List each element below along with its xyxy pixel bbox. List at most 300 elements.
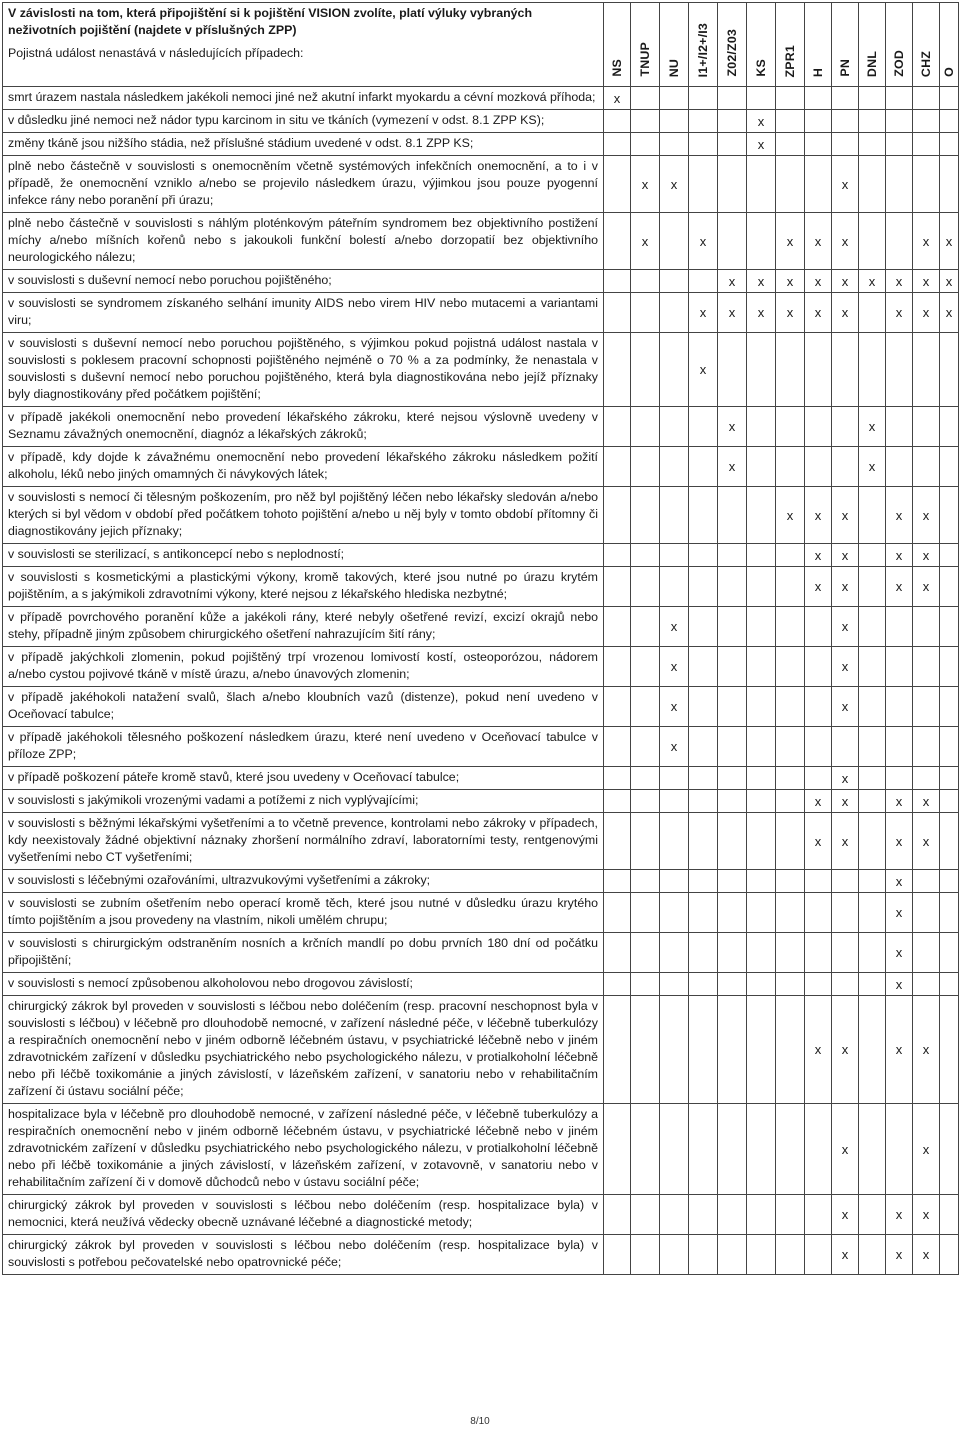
mark-cell: x [805, 544, 832, 567]
mark-cell [747, 87, 776, 110]
table-row [3, 870, 959, 893]
mark-cell [689, 893, 718, 933]
mark-cell [940, 110, 959, 133]
mark-cell [747, 567, 776, 607]
mark-cell [631, 1195, 660, 1235]
mark-cell [776, 790, 805, 813]
mark-cell [718, 893, 747, 933]
mark-cell [604, 567, 631, 607]
mark-cell: x [832, 1195, 859, 1235]
exclusion-text: v případě jakýchkoli zlomenin, pokud pojištěný trpí vrozenou lomivostí kostí, osteoporózou, nádorem a/nebo cystou pojivové tkáně v místě úrazu, a/nebo únavových zlomenin; [3, 647, 604, 687]
mark-cell [776, 87, 805, 110]
mark-cell: x [805, 270, 832, 293]
mark-cell [604, 607, 631, 647]
exclusion-text: v případě jakékoli onemocnění nebo provedení lékařského zákroku, které nejsou výslovně uvedeny v Seznamu závažných onemocnění, diagnóz a lékařských zákroků; [3, 407, 604, 447]
mark-cell [718, 487, 747, 544]
mark-cell [747, 607, 776, 647]
mark-cell [604, 973, 631, 996]
mark-cell [776, 1195, 805, 1235]
mark-cell [660, 110, 689, 133]
mark-cell [631, 487, 660, 544]
mark-cell: x [832, 270, 859, 293]
mark-cell [660, 567, 689, 607]
column-header [776, 3, 805, 87]
mark-cell: x [913, 1235, 940, 1275]
mark-cell: x [886, 567, 913, 607]
mark-cell [913, 447, 940, 487]
exclusion-text: hospitalizace byla v léčebně pro dlouhodobě nemocné, v zařízení následné péče, v léčebně tuberkulózy a respiračních onemocnění nebo v jiném odborně léčebném ústavu, v psychiatrické léčebně nebo v jiném zdravotnickém zařízení v důsledku psychiatrického nebo psychologického nálezu, v protialkoholní léčebně nebo při léčbě toxikománie a jiných závislostí, v lázeňském zařízení, v zotavovně, v sanatoriu nebo v rehabilitačním zařízení či v domově důchodců nebo v ústavu sociální péče; [3, 1104, 604, 1195]
mark-cell [859, 996, 886, 1104]
mark-cell: x [913, 270, 940, 293]
table-body [3, 87, 959, 1275]
mark-cell [660, 1195, 689, 1235]
column-header [718, 3, 747, 87]
mark-cell: x [660, 727, 689, 767]
column-header [689, 3, 718, 87]
mark-cell: x [913, 487, 940, 544]
mark-cell [604, 813, 631, 870]
mark-cell [776, 544, 805, 567]
mark-cell [718, 1235, 747, 1275]
column-header [859, 3, 886, 87]
mark-cell [832, 87, 859, 110]
mark-cell [747, 813, 776, 870]
mark-cell [776, 933, 805, 973]
mark-cell [689, 156, 718, 213]
mark-cell [604, 133, 631, 156]
mark-cell: x [886, 293, 913, 333]
mark-cell [660, 133, 689, 156]
mark-cell [832, 933, 859, 973]
mark-cell [631, 567, 660, 607]
mark-cell [718, 647, 747, 687]
mark-cell [718, 767, 747, 790]
table-row [3, 813, 959, 870]
mark-cell [940, 1104, 959, 1195]
table-row [3, 933, 959, 973]
mark-cell [718, 1104, 747, 1195]
mark-cell: x [689, 333, 718, 407]
mark-cell: x [718, 447, 747, 487]
mark-cell [859, 687, 886, 727]
mark-cell [604, 1195, 631, 1235]
exclusion-text: v souvislosti se syndromem získaného selhání imunity AIDS nebo virem HIV nebo mutacemi a variantami viru; [3, 293, 604, 333]
mark-cell [886, 110, 913, 133]
mark-cell [940, 87, 959, 110]
mark-cell [718, 544, 747, 567]
mark-cell [631, 933, 660, 973]
mark-cell [940, 870, 959, 893]
mark-cell: x [859, 447, 886, 487]
mark-cell [631, 973, 660, 996]
mark-cell: x [832, 1104, 859, 1195]
mark-cell [805, 687, 832, 727]
table-row [3, 544, 959, 567]
mark-cell: x [776, 270, 805, 293]
mark-cell [604, 333, 631, 407]
exclusion-text: v případě jakéhokoli tělesného poškození následkem úrazu, které není uvedeno v Oceňovací tabulce v příloze ZPP; [3, 727, 604, 767]
table-row [3, 213, 959, 270]
mark-cell [747, 647, 776, 687]
mark-cell [913, 893, 940, 933]
mark-cell [776, 1104, 805, 1195]
mark-cell [631, 767, 660, 790]
mark-cell [832, 447, 859, 487]
mark-cell [805, 973, 832, 996]
mark-cell: x [913, 567, 940, 607]
mark-cell [832, 973, 859, 996]
mark-cell [859, 870, 886, 893]
mark-cell [832, 870, 859, 893]
mark-cell [805, 933, 832, 973]
mark-cell [718, 156, 747, 213]
mark-cell [660, 973, 689, 996]
mark-cell [859, 727, 886, 767]
mark-cell [631, 407, 660, 447]
column-header-label: ZPR1 [783, 44, 797, 77]
mark-cell [718, 813, 747, 870]
mark-cell [689, 1235, 718, 1275]
mark-cell [718, 110, 747, 133]
mark-cell: x [776, 487, 805, 544]
mark-cell [859, 156, 886, 213]
mark-cell [940, 607, 959, 647]
exclusion-text: chirurgický zákrok byl proveden v souvislosti s léčbou nebo doléčením (resp. hospitalizace byla) v nemocnici, která neužívá vědecky obecně uznávané léčebné a diagnostické metody; [3, 1195, 604, 1235]
mark-cell [689, 933, 718, 973]
mark-cell [660, 447, 689, 487]
mark-cell [940, 933, 959, 973]
mark-cell: x [689, 293, 718, 333]
mark-cell [913, 110, 940, 133]
mark-cell: x [747, 293, 776, 333]
mark-cell [604, 270, 631, 293]
mark-cell: x [747, 133, 776, 156]
mark-cell [604, 1104, 631, 1195]
mark-cell [805, 767, 832, 790]
mark-cell: x [832, 1235, 859, 1275]
mark-cell [747, 790, 776, 813]
mark-cell: x [832, 767, 859, 790]
mark-cell: x [913, 1104, 940, 1195]
mark-cell [859, 933, 886, 973]
mark-cell [859, 790, 886, 813]
mark-cell [689, 996, 718, 1104]
column-header [886, 3, 913, 87]
mark-cell [805, 727, 832, 767]
table-row [3, 447, 959, 487]
mark-cell [631, 333, 660, 407]
mark-cell [660, 87, 689, 110]
mark-cell [718, 1195, 747, 1235]
mark-cell [660, 870, 689, 893]
mark-cell [718, 567, 747, 607]
mark-cell: x [940, 293, 959, 333]
mark-cell [604, 544, 631, 567]
mark-cell [660, 293, 689, 333]
mark-cell: x [631, 156, 660, 213]
mark-cell [660, 893, 689, 933]
mark-cell [689, 790, 718, 813]
table-row [3, 1104, 959, 1195]
mark-cell [776, 156, 805, 213]
mark-cell [940, 687, 959, 727]
exclusion-text: v případě povrchového poranění kůže a jakékoli rány, které nebyly ošetřené revizí, excizí okrajů nebo stehy, případně jiným způsobem chirurgického ošetření nahrazujícím šití rány; [3, 607, 604, 647]
column-header-label: ZOD [892, 50, 906, 77]
column-header [604, 3, 631, 87]
mark-cell [859, 767, 886, 790]
mark-cell [631, 687, 660, 727]
mark-cell: x [940, 270, 959, 293]
mark-cell [886, 87, 913, 110]
mark-cell [940, 893, 959, 933]
mark-cell: x [660, 156, 689, 213]
mark-cell [718, 933, 747, 973]
table-row [3, 407, 959, 447]
mark-cell [913, 407, 940, 447]
exclusion-text: v důsledku jiné nemoci než nádor typu karcinom in situ ve tkáních (vymezení v odst. 8.1 ZPP KS); [3, 110, 604, 133]
mark-cell [747, 544, 776, 567]
mark-cell [940, 133, 959, 156]
mark-cell: x [913, 813, 940, 870]
mark-cell [660, 544, 689, 567]
mark-cell [604, 1235, 631, 1275]
mark-cell [689, 487, 718, 544]
table-row [3, 293, 959, 333]
mark-cell [604, 156, 631, 213]
table-row [3, 767, 959, 790]
mark-cell [604, 487, 631, 544]
mark-cell: x [832, 790, 859, 813]
mark-cell [689, 767, 718, 790]
table-row [3, 87, 959, 110]
mark-cell [776, 687, 805, 727]
mark-cell [913, 870, 940, 893]
mark-cell [747, 407, 776, 447]
mark-cell [859, 813, 886, 870]
column-header-label: NS [610, 59, 624, 77]
mark-cell [776, 1235, 805, 1275]
mark-cell: x [805, 293, 832, 333]
mark-cell: x [776, 213, 805, 270]
mark-cell [859, 87, 886, 110]
mark-cell [886, 407, 913, 447]
mark-cell [776, 973, 805, 996]
mark-cell: x [886, 790, 913, 813]
mark-cell [913, 647, 940, 687]
mark-cell [940, 790, 959, 813]
mark-cell [859, 1235, 886, 1275]
column-header-label: Z02/Z03 [725, 29, 739, 77]
mark-cell: x [886, 544, 913, 567]
mark-cell [805, 1104, 832, 1195]
mark-cell: x [859, 270, 886, 293]
mark-cell [689, 647, 718, 687]
mark-cell [886, 447, 913, 487]
mark-cell [940, 156, 959, 213]
mark-cell [859, 647, 886, 687]
mark-cell [631, 727, 660, 767]
mark-cell: x [913, 1195, 940, 1235]
mark-cell [913, 767, 940, 790]
mark-cell [886, 727, 913, 767]
mark-cell [859, 133, 886, 156]
mark-cell [631, 790, 660, 813]
mark-cell [886, 133, 913, 156]
mark-cell [718, 727, 747, 767]
mark-cell [747, 213, 776, 270]
mark-cell: x [913, 544, 940, 567]
mark-cell [886, 647, 913, 687]
mark-cell: x [832, 687, 859, 727]
mark-cell [689, 687, 718, 727]
mark-cell [913, 87, 940, 110]
mark-cell [718, 87, 747, 110]
mark-cell [604, 727, 631, 767]
mark-cell [832, 407, 859, 447]
column-header [805, 3, 832, 87]
mark-cell [776, 447, 805, 487]
mark-cell [604, 110, 631, 133]
mark-cell: x [832, 813, 859, 870]
mark-cell: x [689, 213, 718, 270]
mark-cell [859, 110, 886, 133]
mark-cell [718, 333, 747, 407]
mark-cell [776, 870, 805, 893]
mark-cell [747, 996, 776, 1104]
mark-cell [913, 727, 940, 767]
mark-cell [859, 487, 886, 544]
mark-cell [940, 447, 959, 487]
mark-cell: x [913, 213, 940, 270]
mark-cell [631, 647, 660, 687]
table-subtitle: Pojistná událost nenastává v následujících případech: [8, 46, 304, 60]
mark-cell: x [886, 933, 913, 973]
mark-cell [718, 607, 747, 647]
column-header-label: I1+/I2+/I3 [696, 22, 710, 77]
mark-cell [718, 870, 747, 893]
exclusion-text: změny tkáně jsou nižšího stádia, než příslušné stádium uvedené v odst. 8.1 ZPP KS; [3, 133, 604, 156]
mark-cell: x [832, 647, 859, 687]
mark-cell [776, 727, 805, 767]
mark-cell [631, 1104, 660, 1195]
table-row [3, 687, 959, 727]
mark-cell [660, 933, 689, 973]
mark-cell [660, 1235, 689, 1275]
mark-cell [660, 407, 689, 447]
mark-cell: x [660, 687, 689, 727]
mark-cell [689, 813, 718, 870]
exclusion-text: plně nebo částečně v souvislosti s náhlým ploténkovým páteřním syndromem bez objektivního postižení míchy a/nebo míšních kořenů nebo s jakoukoli funkční bolestí a/nebo dorzopatií bez objektivního neurologického nálezu; [3, 213, 604, 270]
mark-cell [689, 973, 718, 996]
table-row [3, 893, 959, 933]
mark-cell [604, 767, 631, 790]
mark-cell [747, 1104, 776, 1195]
exclusion-text: v souvislosti s chirurgickým odstraněním nosních a krčních mandlí po dobu prvních 180 dní od počátku připojištění; [3, 933, 604, 973]
table-row [3, 333, 959, 407]
mark-cell [689, 544, 718, 567]
mark-cell [940, 813, 959, 870]
table-title: V závislosti na tom, která připojištění si k pojištění VISION zvolíte, platí výluky vybraných neživotních pojištění (najdete v příslušných ZPP) [8, 6, 533, 37]
mark-cell: x [747, 270, 776, 293]
mark-cell: x [886, 973, 913, 996]
mark-cell [631, 1235, 660, 1275]
mark-cell [689, 870, 718, 893]
mark-cell: x [832, 567, 859, 607]
mark-cell [859, 893, 886, 933]
mark-cell [747, 1195, 776, 1235]
mark-cell: x [718, 407, 747, 447]
table-header-row [3, 3, 959, 87]
mark-cell [747, 870, 776, 893]
exclusion-text: v případě poškození páteře kromě stavů, které jsou uvedeny v Oceňovací tabulce; [3, 767, 604, 790]
mark-cell: x [940, 213, 959, 270]
exclusion-text: v souvislosti s duševní nemocí nebo poruchou pojištěného, s výjimkou pokud pojistná událost nastala v souvislosti s poklesem pracovní schopnosti pojištěného nejméně o 70 % a za podmínky, že nenastala v souvislosti s duševní nemocí nebo poruchou pojištěného, která byla diagnostikována nebo jejíž příznaky byly diagnostikovány před počátkem pojištění; [3, 333, 604, 407]
exclusion-text: v souvislosti se zubním ošetřením nebo operací kromě těch, které jsou nutné v důsledku úrazu krytého tímto pojištěním a jsou provedeny na vlastním, nikoli umělém chrupu; [3, 893, 604, 933]
mark-cell: x [913, 790, 940, 813]
mark-cell [940, 333, 959, 407]
mark-cell [660, 213, 689, 270]
mark-cell [689, 447, 718, 487]
exclusion-text: v souvislosti s kosmetickými a plastickými výkony, kromě takových, které jsou nutné po úrazu krytém pojištěním, a s jakýmikoli zdravotními výkony, které nejsou z lékařského hlediska nezbytné; [3, 567, 604, 607]
mark-cell [776, 407, 805, 447]
mark-cell: x [805, 487, 832, 544]
mark-cell [940, 567, 959, 607]
mark-cell [776, 647, 805, 687]
column-header-label: NU [667, 58, 681, 77]
mark-cell [805, 407, 832, 447]
mark-cell [689, 1104, 718, 1195]
table-row [3, 567, 959, 607]
mark-cell [747, 487, 776, 544]
mark-cell: x [886, 1195, 913, 1235]
page-number: 8/10 [470, 1416, 490, 1427]
mark-cell [747, 893, 776, 933]
mark-cell [604, 647, 631, 687]
mark-cell [747, 767, 776, 790]
mark-cell [832, 110, 859, 133]
mark-cell [886, 767, 913, 790]
mark-cell [859, 1195, 886, 1235]
mark-cell: x [832, 487, 859, 544]
mark-cell [604, 933, 631, 973]
mark-cell [886, 156, 913, 213]
table-row [3, 790, 959, 813]
mark-cell: x [832, 293, 859, 333]
column-header [747, 3, 776, 87]
mark-cell [940, 1195, 959, 1235]
mark-cell [631, 447, 660, 487]
mark-cell [604, 447, 631, 487]
mark-cell: x [631, 213, 660, 270]
mark-cell [805, 893, 832, 933]
mark-cell [604, 407, 631, 447]
exclusion-text: v případě, kdy dojde k závažnému onemocnění nebo provedení lékařského zákroku následkem požití alkoholu, léků nebo jiných omamných či návykových látek; [3, 447, 604, 487]
mark-cell [604, 893, 631, 933]
mark-cell [776, 333, 805, 407]
mark-cell [776, 567, 805, 607]
mark-cell [660, 270, 689, 293]
table-row [3, 133, 959, 156]
mark-cell [832, 727, 859, 767]
mark-cell [660, 487, 689, 544]
mark-cell: x [604, 87, 631, 110]
mark-cell [747, 333, 776, 407]
mark-cell [805, 333, 832, 407]
mark-cell [660, 1104, 689, 1195]
exclusion-text: v souvislosti s nemocí či tělesným poškozením, pro něž byl pojištěný léčen nebo lékařsky sledován a/nebo kterých si byl vědom v období před počátkem tohoto pojištění a/nebo u něj byly v tomto období přítomny či diagnostikovány jejich příznaky; [3, 487, 604, 544]
mark-cell: x [805, 996, 832, 1104]
mark-cell [940, 647, 959, 687]
